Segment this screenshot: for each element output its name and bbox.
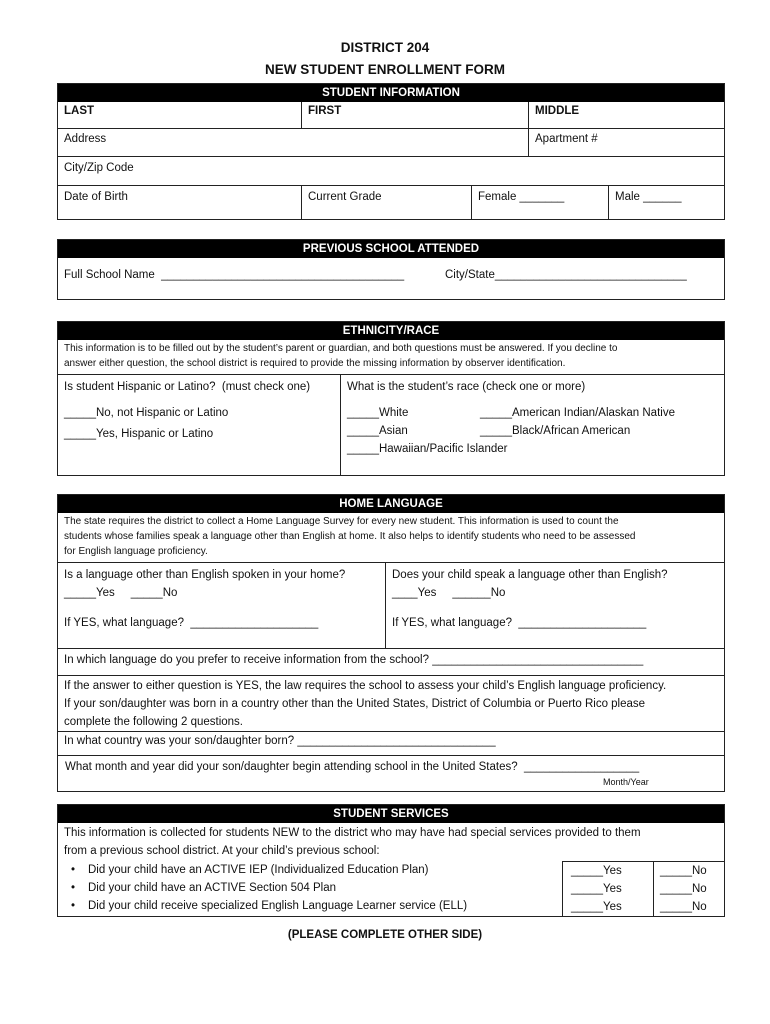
home-language-instructions: The state requires the district to collect a Home Language Survey for every new student. This information is used to count the students whose families speak a language other than English at home. It also helps to identify students who need to be assessed for English language proficiency. [64, 516, 636, 557]
section-504-question: Did your child have an ACTIVE Section 504 Plan [88, 882, 337, 894]
current-grade-field[interactable]: Current Grade [301, 186, 471, 219]
list-item: • Did your child receive specialized English Language Learner service (ELL) [70, 900, 468, 912]
home-language-which-field[interactable]: If YES, what language? ____________________ [64, 617, 319, 629]
race-question: What is the student’s race (check one or more) [347, 381, 586, 393]
not-hispanic-option[interactable]: _____No, not Hispanic or Latino [64, 407, 229, 419]
section-header: HOME LANGUAGE [58, 495, 724, 513]
female-option[interactable]: Female _______ [471, 186, 608, 219]
child-language-which-field[interactable]: If YES, what language? ____________________ [392, 617, 647, 629]
race-question-box [340, 375, 724, 475]
complete-other-side-note: (PLEASE COMPLETE OTHER SIDE) [287, 929, 483, 941]
previous-school-section [57, 239, 725, 300]
section-504-no[interactable]: _____No [660, 883, 707, 895]
birth-country-field[interactable]: In what country was your son/daughter born? _______________________________ [64, 735, 496, 747]
language-law-notice: If the answer to either question is YES, the law requires the school to assess your child’s English language proficiency. If your son/daughter was born in a country other than the United States, District of Columbia or Puerto Rico please complete the following 2 questions. [64, 680, 667, 728]
form-district-title: DISTRICT 204 [340, 40, 430, 55]
city-state-field[interactable]: City/State______________________________ [445, 269, 687, 281]
services-answers [562, 861, 724, 916]
home-language-question: Is a language other than English spoken in your home? [64, 569, 346, 581]
child-language-question: Does your child speak a language other than English? [392, 569, 668, 581]
race-asian-option[interactable]: _____Asian [347, 425, 408, 437]
services-questions [58, 861, 562, 916]
first-name-field[interactable]: FIRST [301, 102, 528, 128]
iep-no[interactable]: _____No [660, 865, 707, 877]
home-language-yes-no[interactable]: _____Yes _____No [64, 587, 178, 599]
race-white-option[interactable]: _____White [347, 407, 409, 419]
city-zip-field[interactable]: City/Zip Code [64, 162, 134, 174]
section-504-yes[interactable]: _____Yes [571, 883, 622, 895]
child-language-yes-no[interactable]: ____Yes ______No [392, 587, 506, 599]
list-item: • Did your child have an ACTIVE IEP (Individualized Education Plan) [70, 864, 429, 876]
section-header: ETHNICITY/RACE [58, 322, 724, 340]
hispanic-question: Is student Hispanic or Latino? (must check one) [64, 381, 311, 393]
month-year-hint: Month/Year [603, 777, 649, 787]
ell-question: Did your child receive specialized English Language Learner service (ELL) [88, 900, 468, 912]
home-language-section [57, 494, 725, 792]
list-item: • Did your child have an ACTIVE Section 504 Plan [70, 882, 337, 894]
ell-no[interactable]: _____No [660, 901, 707, 913]
section-header: STUDENT INFORMATION [58, 84, 724, 102]
apartment-field[interactable]: Apartment # [528, 129, 724, 156]
middle-name-field[interactable]: MIDDLE [528, 102, 724, 128]
hispanic-option[interactable]: _____Yes, Hispanic or Latino [64, 428, 214, 440]
hispanic-question-box [58, 375, 340, 475]
child-language-question-box [385, 563, 724, 648]
ethnicity-race-section [57, 321, 725, 476]
section-header: STUDENT SERVICES [58, 805, 724, 823]
last-name-field[interactable]: LAST [64, 105, 95, 117]
race-black-option[interactable]: _____Black/African American [480, 425, 631, 437]
race-american-indian-option[interactable]: _____American Indian/Alaskan Native [480, 407, 675, 419]
student-services-section [57, 804, 725, 917]
student-information-section [57, 83, 725, 220]
ell-yes[interactable]: _____Yes [571, 901, 622, 913]
student-services-intro: This information is collected for students NEW to the district who may have had special services provided to them from a previous school district. At your child’s previous school: [64, 827, 641, 857]
date-of-birth-field[interactable]: Date of Birth [64, 191, 128, 203]
home-language-question-box [58, 563, 385, 648]
male-option[interactable]: Male ______ [608, 186, 724, 219]
ethnicity-instructions: This information is to be filled out by the student’s parent or guardian, and both questions must be answered. If you decline to answer either question, the school district is required to provide the missing information by observer identification. [64, 343, 618, 369]
iep-yes[interactable]: _____Yes [571, 865, 622, 877]
address-field[interactable]: Address [64, 133, 107, 145]
preferred-language-field[interactable]: In which language do you prefer to receive information from the school? _________________________________ [64, 654, 644, 666]
iep-question: Did your child have an ACTIVE IEP (Individualized Education Plan) [88, 864, 429, 876]
us-school-start-field[interactable]: What month and year did your son/daughter begin attending school in the United States? __________________ [65, 761, 640, 773]
race-hawaiian-option[interactable]: _____Hawaiian/Pacific Islander [347, 443, 508, 455]
school-name-field[interactable]: Full School Name ______________________________________ [64, 269, 405, 281]
form-title: NEW STUDENT ENROLLMENT FORM [265, 62, 505, 77]
section-header: PREVIOUS SCHOOL ATTENDED [58, 240, 724, 258]
